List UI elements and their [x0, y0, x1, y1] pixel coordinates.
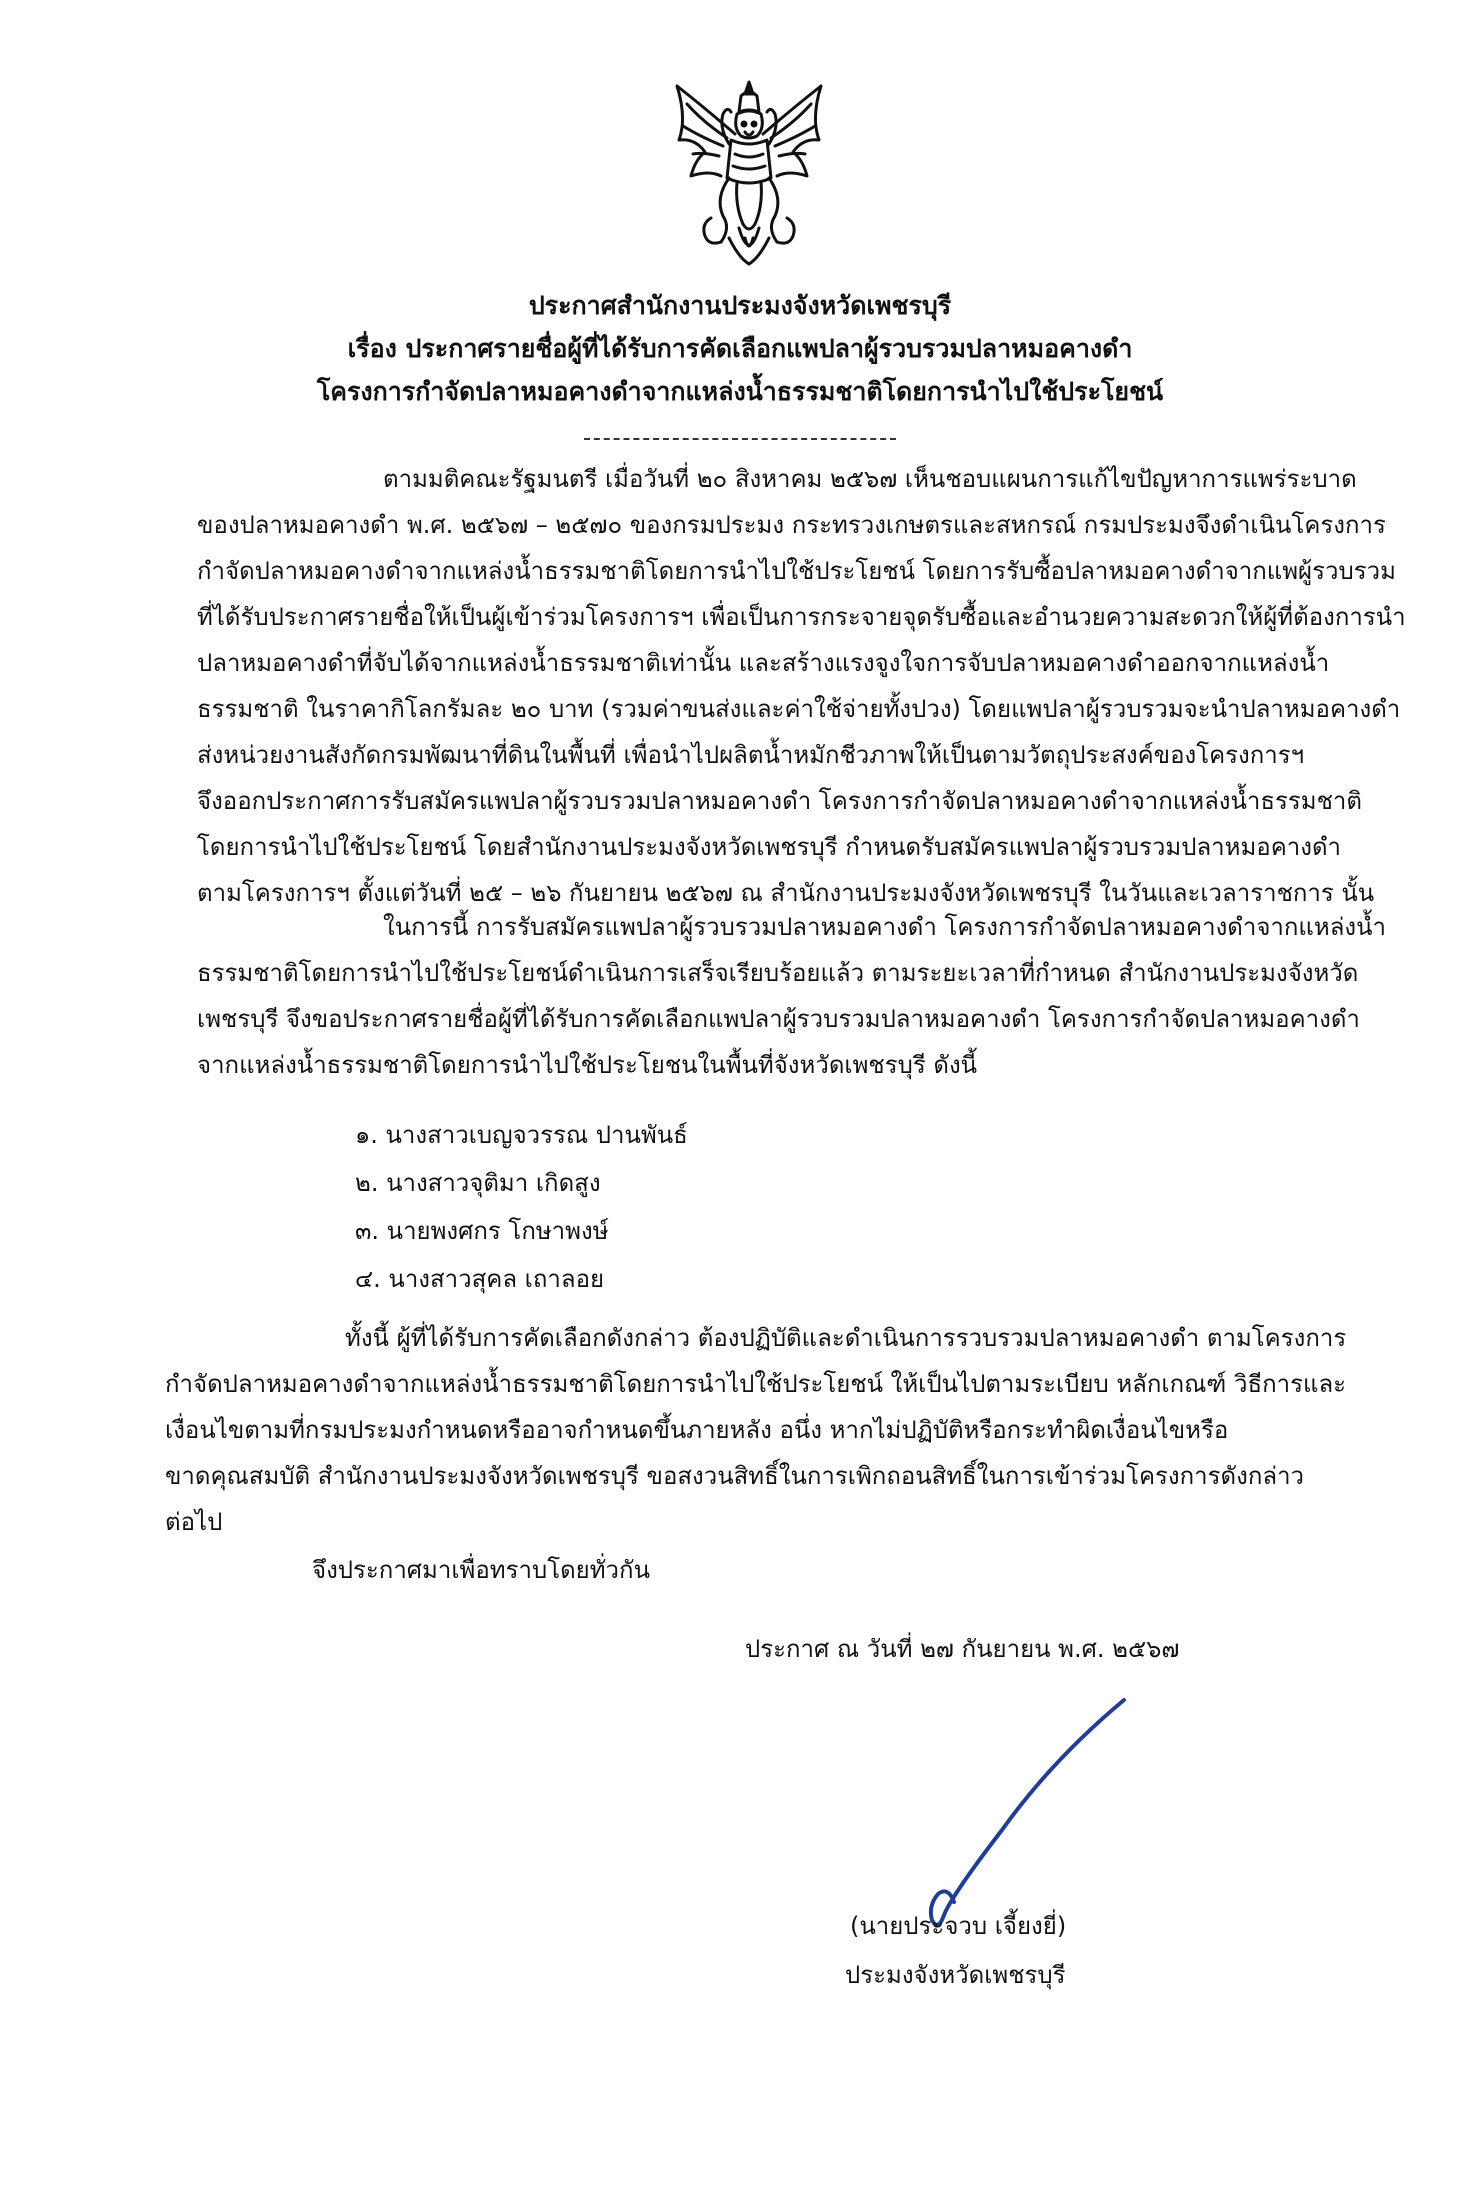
list-item: ๔. นางสาวสุคล เถาลอย: [355, 1265, 605, 1293]
garuda-emblem-icon: [665, 78, 833, 268]
paragraph-line: ปลาหมอคางดำที่จับได้จากแหล่งน้ำธรรมชาติเท่านั้น และสร้างแรงจูงใจการจับปลาหมอคางดำออกจากแหล่งน้ำ: [197, 649, 1330, 677]
paragraph-line: เพชรบุรี จึงขอประกาศรายชื่อผู้ที่ได้รับการคัดเลือกแพปลาผู้รวบรวมปลาหมอคางดำ โครงการกำจัดปลาหมอคางดำ: [197, 1005, 1360, 1033]
signer-position: ประมงจังหวัดเพชรบุรี: [845, 1961, 1066, 1989]
paragraph-line: ทั้งนี้ ผู้ที่ได้รับการคัดเลือกดังกล่าว ต้องปฏิบัติและดำเนินการรวบรวมปลาหมอคางดำ ตามโครงการ: [345, 1324, 1347, 1352]
signer-name: (นายประจวบ เจี้ยงยี่): [850, 1912, 1067, 1940]
announcement-title: ประกาศสำนักงานประมงจังหวัดเพชรบุรี: [528, 291, 952, 320]
list-item: ๒. นางสาวจุติมา เกิดสูง: [355, 1169, 601, 1197]
paragraph-line: กำจัดปลาหมอคางดำจากแหล่งน้ำธรรมชาติโดยการนำไปใช้ประโยชน์ โดยการรับซื้อปลาหมอคางดำจากแพผู้รวบรวม: [197, 557, 1396, 585]
paragraph-conditions: [165, 1315, 1395, 1545]
paragraph-line: จากแหล่งน้ำธรรมชาติโดยการนำไปใช้ประโยชนในพื้นที่จังหวัดเพชรบุรี ดังนี้: [197, 1051, 978, 1079]
signature-icon: [892, 1680, 1142, 1940]
paragraph-line: ส่งหน่วยงานสังกัดกรมพัฒนาที่ดินในพื้นที่ เพื่อนำไปผลิตน้ำหมักชีวภาพให้เป็นตามวัตถุประสงค์ของโครงการฯ: [197, 741, 1305, 769]
paragraph-line: โดยการนำไปใช้ประโยชน์ โดยสำนักงานประมงจังหวัดเพชรบุรี กำหนดรับสมัครแพปลาผู้รวบรวมปลาหมอคางดำ: [197, 833, 1342, 861]
selected-list: [355, 1112, 688, 1304]
paragraph-line: เงื่อนไขตามที่กรมประมงกำหนดหรืออาจกำหนดขึ้นภายหลัง อนึ่ง หากไม่ปฏิบัติหรือกระทำผิดเงื่อนไขหรือ: [165, 1416, 1229, 1444]
paragraph-line: จึงออกประกาศการรับสมัครแพปลาผู้รวบรวมปลาหมอคางดำ โครงการกำจัดปลาหมอคางดำจากแหล่งน้ำธรรมชาติ: [197, 787, 1362, 815]
announcement-project: โครงการกำจัดปลาหมอคางดำจากแหล่งน้ำธรรมชาติโดยการนำไปใช้ประโยชน์: [316, 377, 1164, 406]
paragraph-line: ที่ได้รับประกาศรายชื่อให้เป็นผู้เข้าร่วมโครงการฯ เพื่อเป็นการกระจายจุดรับซื้อและอำนวยความสะดวกให้ผู้ที่ต้องการนำ: [197, 603, 1406, 631]
announcement-subject: เรื่อง ประกาศรายชื่อผู้ที่ได้รับการคัดเลือกแพปลาผู้รวบรวมปลาหมอคางดำ: [347, 334, 1133, 363]
paragraph-line: ตามโครงการฯ ตั้งแต่วันที่ ๒๕ – ๒๖ กันยายน ๒๕๖๗ ณ สำนักงานประมงจังหวัดเพชรบุรี ในวันและเวลาราชการ นั้น: [197, 879, 1375, 907]
paragraph-announcement: [197, 904, 1387, 1088]
paragraph-line: ธรรมชาติโดยการนำไปใช้ประโยชน์ดำเนินการเสร็จเรียบร้อยแล้ว ตามระยะเวลาที่กำหนด สำนักงานประมงจังหวัด: [197, 959, 1359, 987]
paragraph-line: ตามมติคณะรัฐมนตรี เมื่อวันที่ ๒๐ สิงหาคม ๒๕๖๗ เห็นชอบแผนการแก้ไขปัญหาการแพร่ระบาด: [383, 465, 1357, 493]
paragraph-line: ธรรมชาติ ในราคากิโลกรัมละ ๒๐ บาท (รวมค่าขนส่งและค่าใช้จ่ายทั้งปวง) โดยแพปลาผู้รวบรวมจะนำปลาหมอคางดำ: [197, 695, 1401, 723]
paragraph-line: ต่อไป: [165, 1508, 223, 1536]
paragraph-line: ของปลาหมอคางดำ พ.ศ. ๒๕๖๗ – ๒๕๗๐ ของกรมประมง กระทรวงเกษตรและสหกรณ์ กรมประมงจึงดำเนินโครงการ: [197, 511, 1386, 539]
paragraph-line: ในการนี้ การรับสมัครแพปลาผู้รวบรวมปลาหมอคางดำ โครงการกำจัดปลาหมอคางดำจากแหล่งน้ำ: [383, 913, 1387, 941]
list-item: ๓. นายพงศกร โกษาพงษ์: [355, 1217, 609, 1245]
paragraph-background: [197, 456, 1406, 916]
closing-statement: จึงประกาศมาเพื่อทราบโดยทั่วกัน: [312, 1556, 650, 1584]
announcement-date: ประกาศ ณ วันที่ ๒๗ กันยายน พ.ศ. ๒๕๖๗: [745, 1635, 1180, 1663]
paragraph-line: ขาดคุณสมบัติ สำนักงานประมงจังหวัดเพชรบุรี ขอสงวนสิทธิ์ในการเพิกถอนสิทธิ์ในการเข้าร่วมโครงการดังกล่าว: [165, 1462, 1305, 1490]
title-divider: [584, 438, 896, 440]
paragraph-line: กำจัดปลาหมอคางดำจากแหล่งน้ำธรรมชาติโดยการนำไปใช้ประโยชน์ ให้เป็นไปตามระเบียบ หลักเกณฑ์ วิธีการและ: [165, 1370, 1347, 1398]
list-item: ๑. นางสาวเบญจวรรณ ปานพันธ์: [355, 1121, 688, 1149]
